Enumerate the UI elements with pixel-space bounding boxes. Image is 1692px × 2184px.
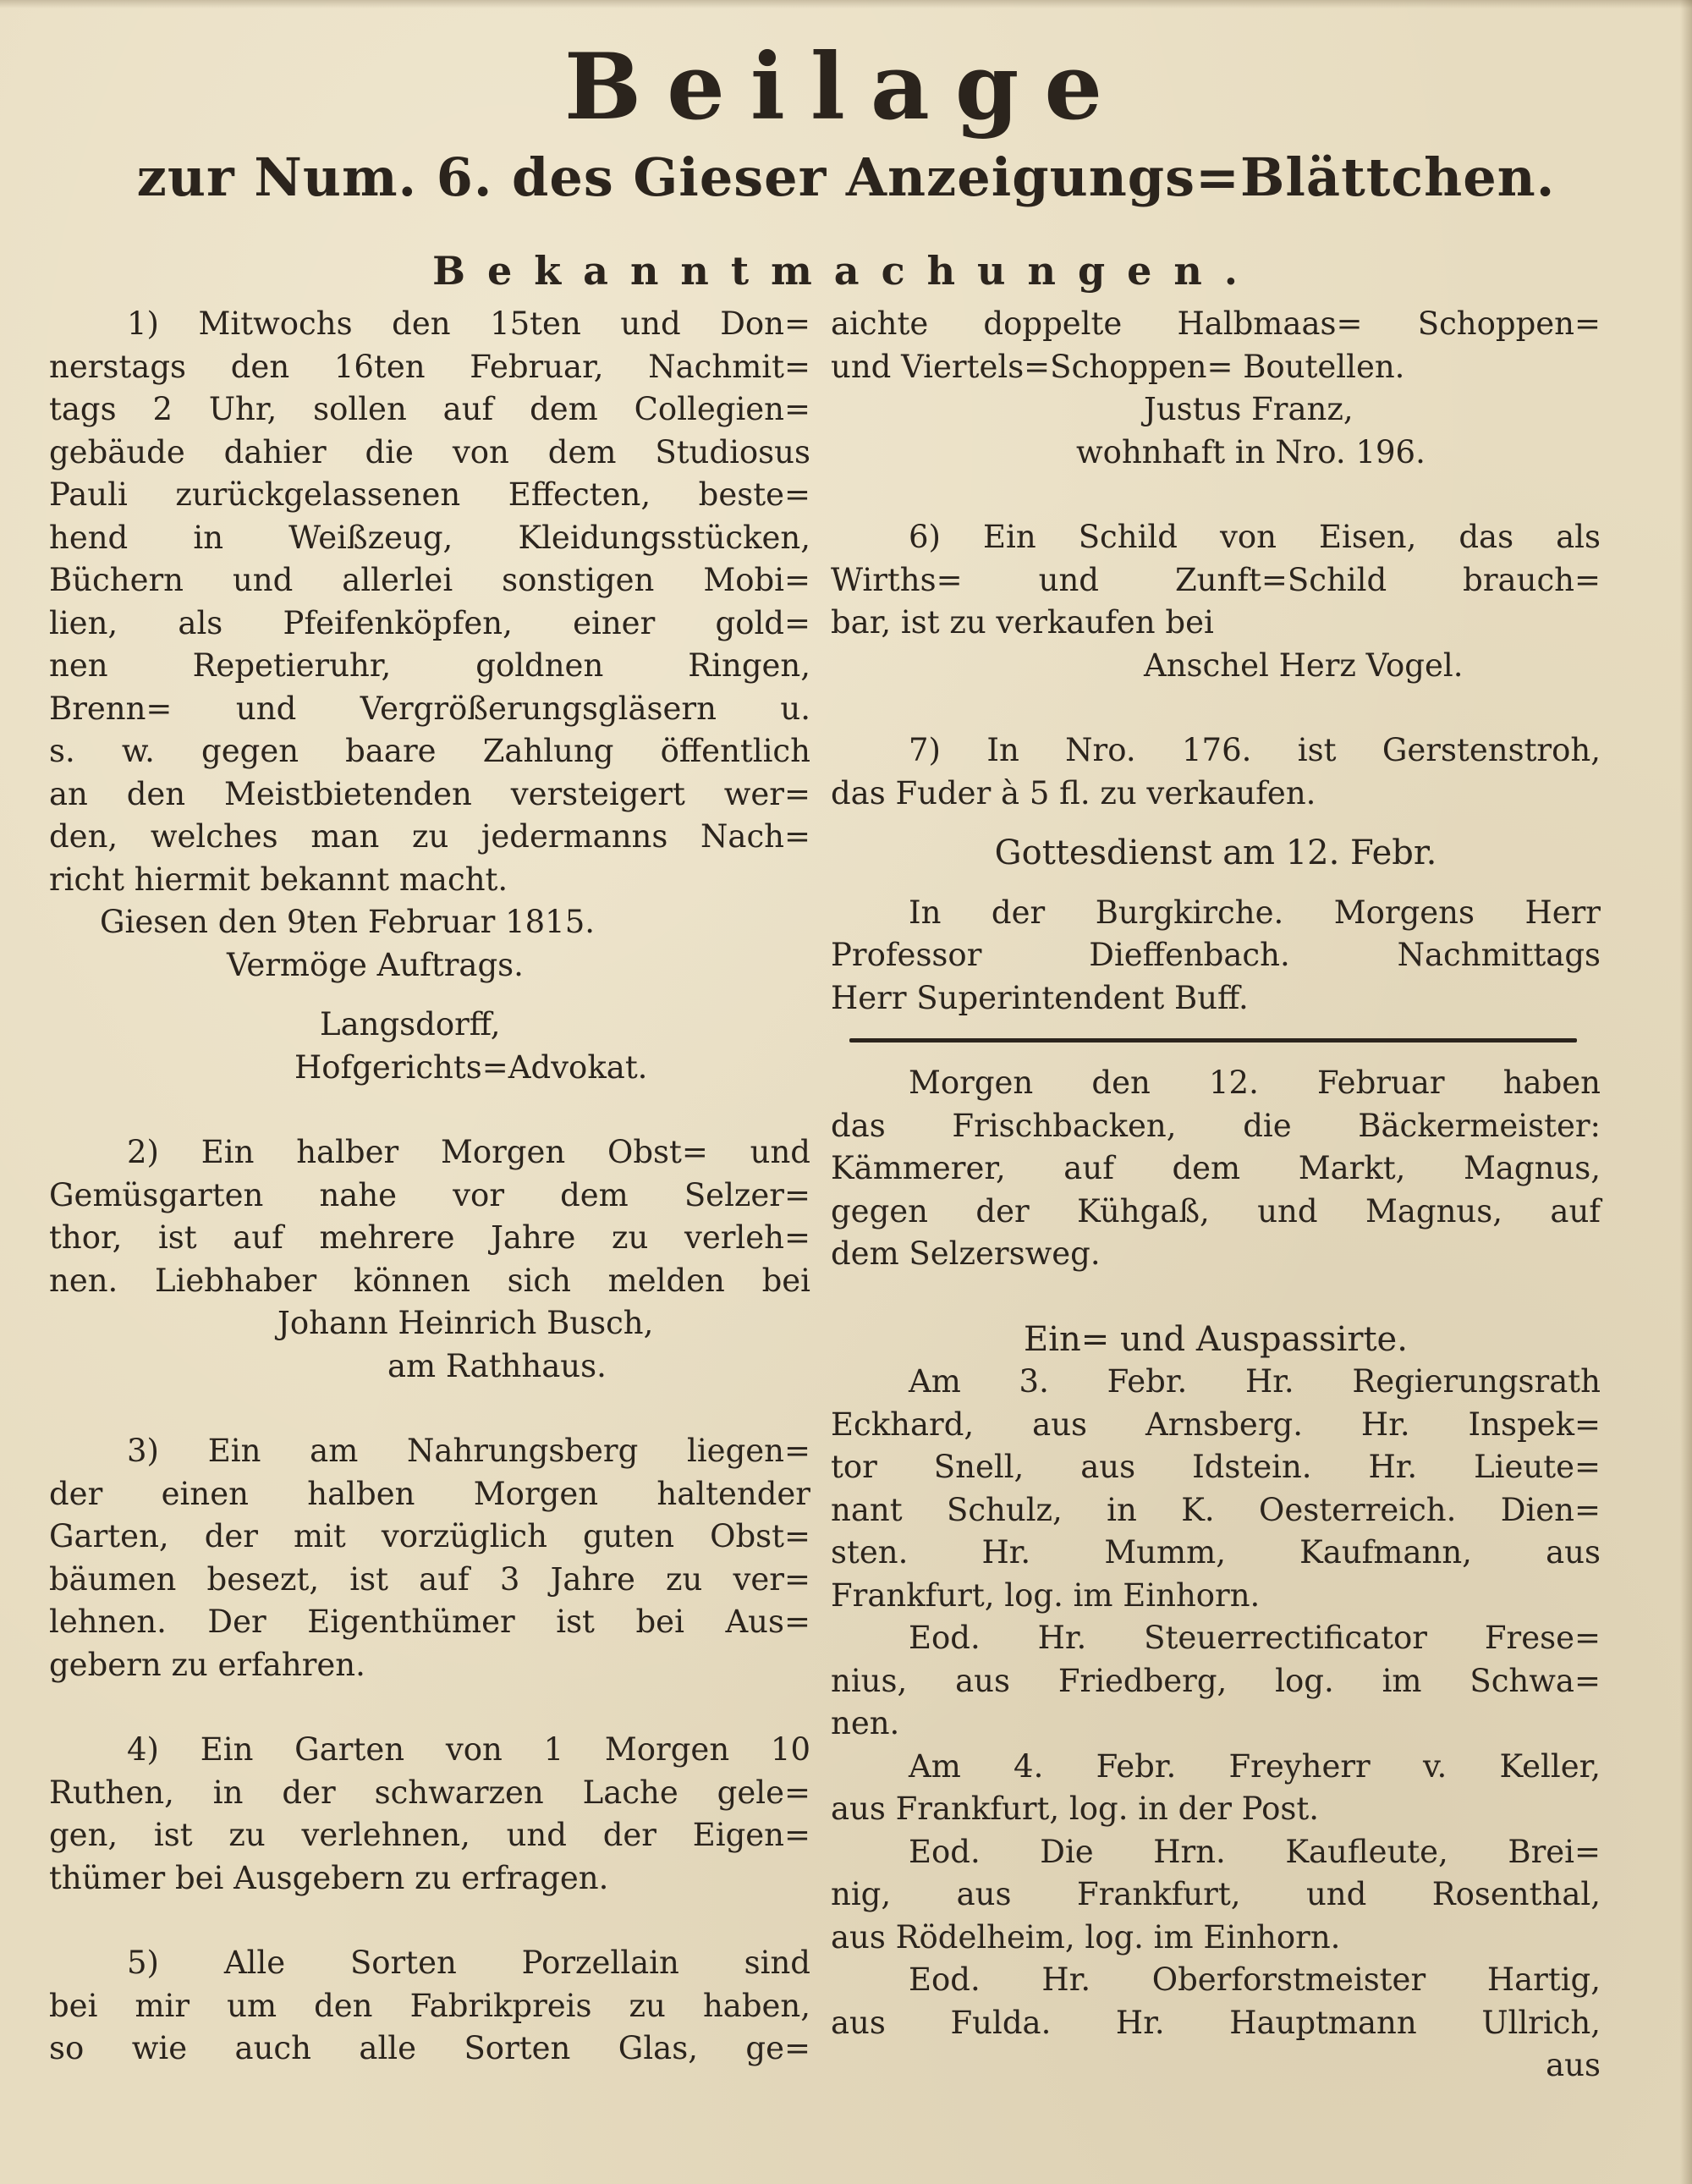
text-line: Wirths= und Zunft=Schild brauch= — [831, 561, 1601, 598]
announcement-2 — [49, 1131, 810, 1388]
text-line: s. w. gegen baare Zahlung öffentlich — [49, 733, 810, 769]
text-line: Eckhard, aus Arnsberg. Hr. Inspek= — [831, 1406, 1601, 1443]
text-line: sten. Hr. Mumm, Kaufmann, aus — [831, 1534, 1601, 1571]
catchword: aus — [1546, 2047, 1601, 2083]
church-service — [831, 832, 1601, 1020]
signature-name: Anschel Herz Vogel. — [1144, 646, 1464, 684]
right-column — [831, 303, 1601, 2088]
text-line: Herr Superintendent Buff. — [831, 979, 1249, 1016]
text-line: und Viertels=Schoppen= Boutellen. — [831, 348, 1405, 385]
paper-edge-top — [0, 0, 1692, 8]
section-divider — [831, 1020, 1601, 1062]
text-line: aus Fulda. Hr. Hauptmann Ullrich, — [831, 2004, 1601, 2041]
text-line: 6) Ein Schild von Eisen, das als — [909, 519, 1601, 555]
text-line: den, welches man zu jedermanns Nach= — [49, 818, 810, 855]
text-line: tags 2 Uhr, sollen auf dem Collegien= — [49, 391, 810, 427]
text-line: das Fuder à 5 fl. zu verkaufen. — [831, 774, 1316, 811]
section-heading: Bekanntmachungen. — [432, 248, 1260, 294]
dateline: Giesen den 9ten Februar 1815. — [100, 904, 596, 940]
text-line: Morgen den 12. Februar haben — [909, 1064, 1601, 1101]
text-line: gen, ist zu verlehnen, und der Eigen= — [49, 1817, 810, 1853]
page-subtitle: zur Num. 6. des Gieser Anzeigungs=Blättchen. — [136, 146, 1556, 208]
text-line: Kämmerer, auf dem Markt, Magnus, — [831, 1150, 1601, 1186]
text-line: der einen halben Morgen haltender — [49, 1475, 810, 1512]
text-line: Frankfurt, log. im Einhorn. — [831, 1576, 1261, 1614]
text-line: aus Frankfurt, log. in der Post. — [831, 1791, 1319, 1827]
text-line: Eod. Hr. Steuerrectificator Frese= — [909, 1620, 1601, 1656]
text-line: dem Selzersweg. — [831, 1235, 1101, 1272]
text-line: Gemüsgarten nahe vor dem Selzer= — [49, 1176, 810, 1213]
announcement-5-continued — [831, 303, 1601, 474]
text-line: Büchern und allerlei sonstigen Mobi= — [49, 562, 810, 598]
text-line: Ruthen, in der schwarzen Lache gele= — [49, 1774, 810, 1811]
church-heading: Gottesdienst am 12. Febr. — [994, 833, 1437, 872]
authority-line: Vermöge Auftrags. — [227, 946, 524, 983]
announcement-3 — [49, 1430, 810, 1686]
text-line: Pauli zurückgelassenen Effecten, beste= — [49, 476, 810, 513]
text-line: nig, aus Frankfurt, und Rosenthal, — [831, 1876, 1601, 1912]
text-line: Garten, der mit vorzüglich guten Obst= — [49, 1518, 810, 1554]
signature-place: am Rathhaus. — [387, 1347, 607, 1384]
text-line: bäumen besezt, ist auf 3 Jahre zu ver= — [49, 1560, 810, 1598]
text-line: In der Burgkirche. Morgens Herr — [909, 894, 1601, 931]
text-line: 4) Ein Garten von 1 Morgen 10 — [127, 1731, 810, 1768]
announcement-5 — [49, 1942, 810, 2071]
travelers-list — [831, 1318, 1601, 2088]
text-line: 7) In Nro. 176. ist Gerstenstroh, — [909, 732, 1601, 768]
text-line: Brenn= und Vergrößerungsgläsern u. — [49, 690, 810, 727]
announcement-1 — [49, 303, 810, 1089]
text-line: das Frischbacken, die Bäckermeister: — [831, 1107, 1601, 1144]
text-line: so wie auch alle Sorten Glas, ge= — [49, 2030, 810, 2066]
signature-place: wohnhaft in Nro. 196. — [1076, 433, 1426, 470]
signature-name: Justus Franz, — [1144, 391, 1354, 427]
signature-name: Johann Heinrich Busch, — [277, 1305, 654, 1341]
text-line: gebern zu erfahren. — [49, 1646, 365, 1683]
text-line: lehnen. Der Eigenthümer ist bei Aus= — [49, 1604, 810, 1640]
text-line: nius, aus Friedberg, log. im Schwa= — [831, 1662, 1601, 1699]
left-column — [49, 303, 810, 2071]
text-line: Am 4. Febr. Freyherr v. Keller, — [909, 1747, 1601, 1785]
text-line: an den Meistbietenden versteigert wer= — [49, 775, 810, 812]
signature-name: Langsdorff, — [320, 1006, 501, 1042]
paper-edge-right — [1680, 0, 1692, 2184]
bakers-notice — [831, 1062, 1601, 1276]
text-line: bar, ist zu verkaufen bei — [831, 604, 1214, 641]
text-line: 5) Alle Sorten Porzellain sind — [127, 1945, 810, 1981]
page-title: Beilage — [563, 34, 1129, 140]
text-line: 1) Mitwochs den 15ten und Don= — [127, 305, 810, 342]
text-line: 2) Ein halber Morgen Obst= und — [127, 1134, 810, 1170]
text-line: nen Repetieruhr, goldnen Ringen, — [49, 647, 810, 684]
signature-title: Hofgerichts=Advokat. — [294, 1048, 648, 1086]
text-line: Am 3. Febr. Hr. Regierungsrath — [909, 1363, 1601, 1400]
text-line: lien, als Pfeifenköpfen, einer gold= — [49, 604, 810, 641]
text-line: thümer bei Ausgebern zu erfragen. — [49, 1859, 609, 1896]
text-line: 3) Ein am Nahrungsberg liegen= — [127, 1433, 810, 1469]
text-line: gebäude dahier die von dem Studiosus — [49, 433, 810, 470]
text-line: aus Rödelheim, log. im Einhorn. — [831, 1918, 1341, 1956]
text-line: aichte doppelte Halbmaas= Schoppen= — [831, 305, 1601, 342]
announcement-4 — [49, 1729, 810, 1900]
text-line: tor Snell, aus Idstein. Hr. Lieute= — [831, 1449, 1601, 1485]
text-line: hend in Weißzeug, Kleidungsstücken, — [49, 519, 810, 556]
text-line: nen. Liebhaber können sich melden bei — [49, 1262, 810, 1299]
travelers-heading: Ein= und Auspassirte. — [1024, 1319, 1408, 1359]
text-line: Eod. Die Hrn. Kaufleute, Brei= — [909, 1833, 1601, 1870]
text-line: thor, ist auf mehrere Jahre zu verleh= — [49, 1219, 810, 1256]
divider-rule — [849, 1038, 1577, 1042]
text-line: bei mir um den Fabrikpreis zu haben, — [49, 1987, 810, 2024]
text-line: nen. — [831, 1705, 900, 1741]
text-line: nant Schulz, in K. Oesterreich. Dien= — [831, 1491, 1601, 1528]
announcement-7 — [831, 729, 1601, 815]
text-line: gegen der Kühgaß, und Magnus, auf — [831, 1192, 1601, 1230]
text-line: Eod. Hr. Oberforstmeister Hartig, — [909, 1961, 1601, 1998]
text-line: richt hiermit bekannt macht. — [49, 861, 508, 898]
text-line: nerstags den 16ten Februar, Nachmit= — [49, 348, 810, 385]
text-line: Professor Dieffenbach. Nachmittags — [831, 937, 1601, 973]
announcement-6 — [831, 516, 1601, 687]
